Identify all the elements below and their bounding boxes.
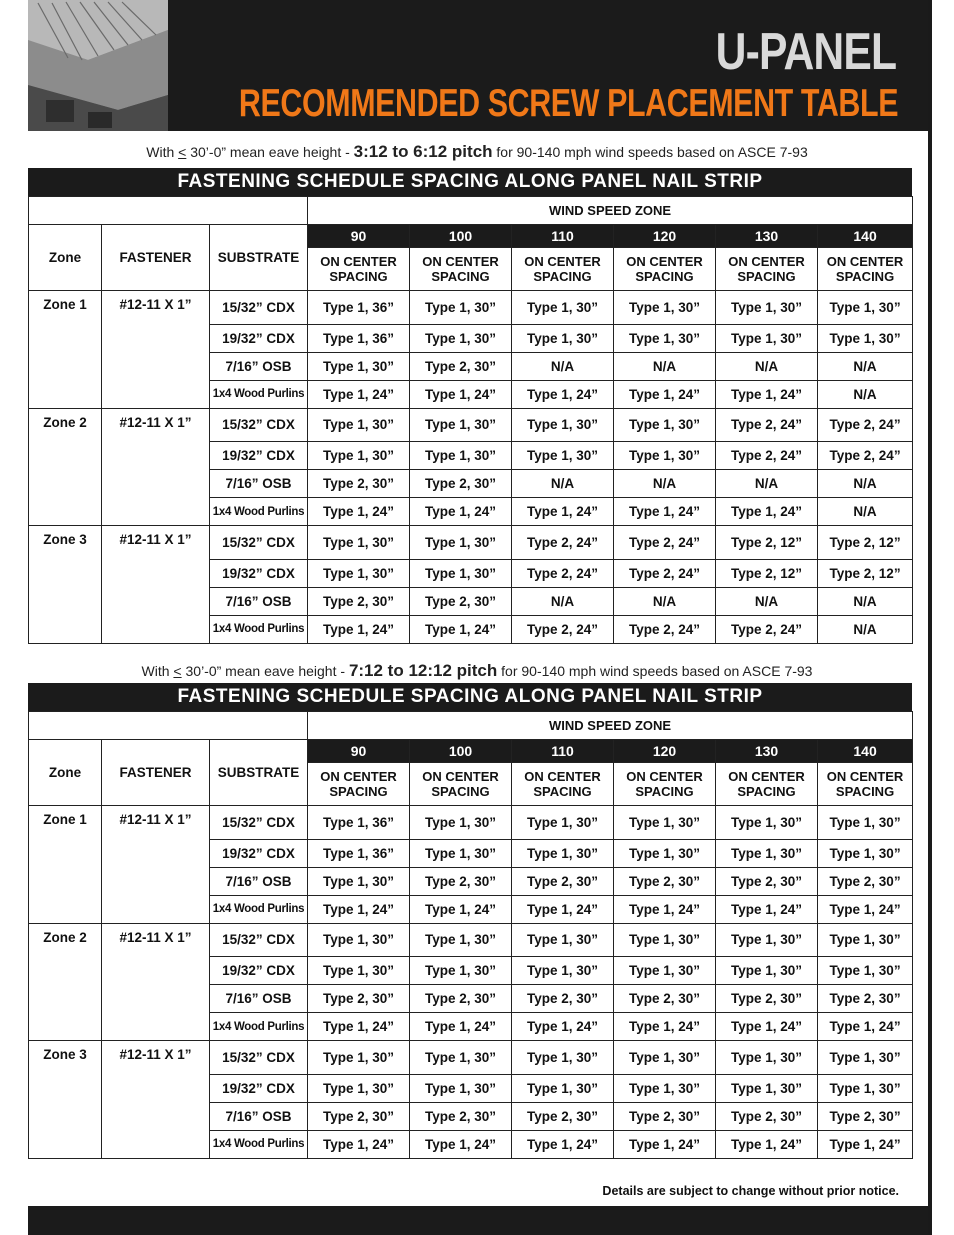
spacing-cell: Type 2, 30”	[716, 867, 818, 895]
spacing-cell: Type 2, 30”	[512, 985, 614, 1013]
spacing-cell: Type 2, 24”	[614, 615, 716, 643]
spacing-cell: Type 1, 30”	[818, 957, 913, 985]
zone-cell-empty	[29, 587, 102, 615]
fastener-cell-empty	[102, 957, 210, 985]
zone-cell-empty	[29, 615, 102, 643]
spacing-cell: Type 1, 30”	[614, 1074, 716, 1102]
spacing-cell: Type 1, 24”	[716, 1130, 818, 1158]
on-center-spacing-header: ON CENTER SPACING	[716, 248, 818, 291]
speed-header: 90	[308, 225, 410, 248]
fastener-cell-empty	[102, 442, 210, 470]
zone-cell-empty	[29, 352, 102, 380]
fastener-cell-empty	[102, 985, 210, 1013]
zone-label: Zone 3	[29, 1041, 102, 1075]
spacing-cell: Type 2, 30”	[614, 1102, 716, 1130]
table-row	[29, 442, 913, 470]
spacing-cell: Type 1, 30”	[512, 291, 614, 325]
zone-cell-empty	[29, 470, 102, 498]
fastener-header: FASTENER	[102, 225, 210, 291]
spacing-cell: Type 2, 24”	[614, 526, 716, 560]
fastener-cell-empty	[102, 615, 210, 643]
fastening-table-1	[28, 168, 912, 644]
substrate-cell: 7/16” OSB	[210, 1102, 308, 1130]
spacing-cell: Type 1, 36”	[308, 291, 410, 325]
spacing-cell: Type 1, 30”	[308, 442, 410, 470]
spacing-cell: N/A	[818, 587, 913, 615]
table-row	[29, 587, 913, 615]
spacing-cell: Type 1, 30”	[818, 923, 913, 957]
spacing-cell: Type 2, 30”	[716, 1102, 818, 1130]
spacing-cell: Type 1, 30”	[308, 1041, 410, 1075]
spacing-cell: Type 1, 24”	[410, 615, 512, 643]
zone-cell-empty	[29, 442, 102, 470]
spacing-cell: Type 1, 24”	[308, 380, 410, 408]
spacing-cell: Type 2, 30”	[308, 470, 410, 498]
spacing-cell: Type 2, 30”	[308, 1102, 410, 1130]
substrate-cell: 19/32” CDX	[210, 324, 308, 352]
roof-photo	[28, 0, 168, 131]
substrate-cell: 19/32” CDX	[210, 559, 308, 587]
substrate-cell: 1x4 Wood Purlins	[210, 498, 308, 526]
spacing-cell: Type 1, 24”	[716, 1013, 818, 1041]
spacing-cell: Type 1, 24”	[308, 1130, 410, 1158]
table-row	[29, 526, 913, 560]
spacing-cell: Type 2, 30”	[512, 867, 614, 895]
spacing-cell: Type 1, 30”	[614, 806, 716, 840]
on-center-spacing-header: ON CENTER SPACING	[410, 763, 512, 806]
spacing-cell: N/A	[818, 615, 913, 643]
spacing-cell: Type 2, 30”	[614, 985, 716, 1013]
spacing-cell: N/A	[512, 587, 614, 615]
spacing-cell: Type 1, 24”	[614, 1013, 716, 1041]
zone-cell-empty	[29, 839, 102, 867]
speed-header: 120	[614, 225, 716, 248]
fastener-cell-empty	[102, 839, 210, 867]
substrate-cell: 1x4 Wood Purlins	[210, 1130, 308, 1158]
fastener-cell-empty	[102, 895, 210, 923]
fastener-label: #12-11 X 1”	[102, 806, 210, 840]
fastener-cell-empty	[102, 498, 210, 526]
zone-label: Zone 1	[29, 291, 102, 325]
speed-header: 130	[716, 225, 818, 248]
wind-speed-zone-label: WIND SPEED ZONE	[308, 712, 913, 740]
zone-cell-empty	[29, 498, 102, 526]
spacing-cell: Type 2, 30”	[614, 867, 716, 895]
substrate-cell: 15/32” CDX	[210, 291, 308, 325]
zone-cell-empty	[29, 1130, 102, 1158]
spacing-cell: Type 1, 36”	[308, 839, 410, 867]
on-center-spacing-header: ON CENTER SPACING	[512, 248, 614, 291]
disclaimer-note: Details are subject to change without prior notice.	[602, 1184, 899, 1198]
fastening-table-2	[28, 683, 912, 1159]
spacing-cell: Type 2, 12”	[818, 559, 913, 587]
spacing-cell: Type 1, 24”	[308, 1013, 410, 1041]
spacing-cell: N/A	[818, 470, 913, 498]
spacing-cell: Type 2, 24”	[818, 408, 913, 442]
spacing-cell: Type 1, 30”	[308, 923, 410, 957]
table-row	[29, 615, 913, 643]
spacing-cell: Type 1, 30”	[716, 324, 818, 352]
spacing-cell: Type 1, 30”	[818, 324, 913, 352]
table-row	[29, 352, 913, 380]
spacing-cell: Type 1, 30”	[512, 442, 614, 470]
spacing-cell: Type 1, 30”	[818, 839, 913, 867]
spacing-cell: Type 1, 24”	[308, 895, 410, 923]
fastener-cell-empty	[102, 1130, 210, 1158]
spacing-cell: Type 1, 30”	[308, 408, 410, 442]
fastener-label: #12-11 X 1”	[102, 526, 210, 560]
spacing-cell: N/A	[512, 352, 614, 380]
zone-cell-empty	[29, 559, 102, 587]
spacing-cell: Type 1, 24”	[614, 380, 716, 408]
table-row	[29, 1074, 913, 1102]
spacing-cell: Type 1, 30”	[410, 559, 512, 587]
zone-label: Zone 3	[29, 526, 102, 560]
spacing-cell: Type 1, 24”	[410, 380, 512, 408]
speed-header: 140	[818, 225, 913, 248]
spacing-cell: Type 1, 24”	[512, 895, 614, 923]
fastener-cell-empty	[102, 1074, 210, 1102]
spacing-cell: Type 1, 24”	[614, 895, 716, 923]
spacing-cell: Type 1, 30”	[410, 408, 512, 442]
spacing-cell: N/A	[716, 587, 818, 615]
on-center-spacing-header: ON CENTER SPACING	[614, 763, 716, 806]
spacing-cell: N/A	[818, 498, 913, 526]
spacing-cell: Type 1, 30”	[716, 1041, 818, 1075]
spacing-cell: Type 2, 30”	[308, 985, 410, 1013]
table-row	[29, 895, 913, 923]
spacing-cell: Type 2, 30”	[308, 587, 410, 615]
spacing-cell: Type 1, 30”	[818, 1074, 913, 1102]
spacing-cell: Type 1, 30”	[308, 526, 410, 560]
zone-cell-empty	[29, 895, 102, 923]
spacing-cell: Type 1, 30”	[716, 923, 818, 957]
fastener-cell-empty	[102, 324, 210, 352]
substrate-cell: 15/32” CDX	[210, 923, 308, 957]
zone-cell-empty	[29, 324, 102, 352]
spacing-cell: Type 1, 30”	[308, 352, 410, 380]
on-center-spacing-header: ON CENTER SPACING	[716, 763, 818, 806]
fastener-header: FASTENER	[102, 740, 210, 806]
spacing-cell: Type 1, 30”	[818, 1041, 913, 1075]
speed-header: 140	[818, 740, 913, 763]
substrate-cell: 7/16” OSB	[210, 470, 308, 498]
spacing-cell: Type 1, 24”	[512, 1013, 614, 1041]
fastener-label: #12-11 X 1”	[102, 291, 210, 325]
speed-header: 100	[410, 740, 512, 763]
on-center-spacing-header: ON CENTER SPACING	[410, 248, 512, 291]
table-row	[29, 291, 913, 325]
spacing-cell: Type 2, 30”	[818, 985, 913, 1013]
on-center-spacing-header: ON CENTER SPACING	[818, 763, 913, 806]
spacing-cell: Type 1, 30”	[308, 957, 410, 985]
substrate-cell: 15/32” CDX	[210, 408, 308, 442]
spacing-cell: Type 1, 30”	[308, 559, 410, 587]
page-title: U-PANEL	[715, 23, 896, 81]
spacing-cell: Type 1, 24”	[512, 1130, 614, 1158]
spacing-cell: Type 1, 30”	[614, 957, 716, 985]
spacing-cell: Type 1, 30”	[410, 1041, 512, 1075]
substrate-cell: 7/16” OSB	[210, 587, 308, 615]
spacing-cell: Type 2, 30”	[410, 352, 512, 380]
fastener-cell-empty	[102, 470, 210, 498]
spacing-cell: Type 1, 24”	[716, 498, 818, 526]
spacing-cell: Type 2, 24”	[614, 559, 716, 587]
zone-cell-empty	[29, 985, 102, 1013]
spacing-cell: Type 1, 30”	[818, 806, 913, 840]
spacing-cell: Type 1, 30”	[410, 923, 512, 957]
table2-caption: With < 30’-0” mean eave height - 7:12 to 12:12 pitch for 90-140 mph wind speeds based on ASCE 7-93	[141, 661, 813, 680]
wind-speed-zone-label: WIND SPEED ZONE	[308, 197, 913, 225]
spacing-cell: Type 2, 24”	[716, 615, 818, 643]
substrate-cell: 19/32” CDX	[210, 1074, 308, 1102]
spacing-cell: Type 2, 24”	[512, 559, 614, 587]
spacing-cell: Type 1, 30”	[614, 923, 716, 957]
zone-label: Zone 2	[29, 923, 102, 957]
spacing-cell: Type 2, 30”	[410, 1102, 512, 1130]
spacing-cell: Type 1, 24”	[512, 498, 614, 526]
speed-header: 120	[614, 740, 716, 763]
spacing-cell: Type 1, 24”	[410, 498, 512, 526]
spacing-cell: Type 1, 30”	[614, 1041, 716, 1075]
spacing-cell: Type 1, 30”	[410, 442, 512, 470]
table-row	[29, 324, 913, 352]
spacing-cell: Type 2, 30”	[410, 470, 512, 498]
spacing-cell: N/A	[512, 470, 614, 498]
spacing-cell: Type 1, 24”	[818, 895, 913, 923]
spacing-cell: Type 1, 24”	[614, 1130, 716, 1158]
speed-header: 110	[512, 740, 614, 763]
on-center-spacing-header: ON CENTER SPACING	[308, 248, 410, 291]
spacing-cell: Type 1, 24”	[410, 1013, 512, 1041]
spacing-cell: Type 1, 30”	[410, 324, 512, 352]
table-row	[29, 1013, 913, 1041]
table-row	[29, 1130, 913, 1158]
table-row	[29, 839, 913, 867]
spacing-cell: Type 2, 30”	[818, 867, 913, 895]
spacing-cell: Type 2, 24”	[818, 442, 913, 470]
spacing-cell: Type 2, 24”	[512, 615, 614, 643]
spacing-cell: Type 1, 36”	[308, 806, 410, 840]
spacing-cell: Type 1, 30”	[410, 526, 512, 560]
table-row	[29, 408, 913, 442]
spacing-cell: Type 1, 24”	[410, 1130, 512, 1158]
zone-cell-empty	[29, 867, 102, 895]
spacing-cell: Type 2, 12”	[716, 559, 818, 587]
speed-header: 100	[410, 225, 512, 248]
spacing-cell: Type 1, 24”	[716, 380, 818, 408]
spacing-cell: Type 1, 30”	[716, 806, 818, 840]
spacing-cell: Type 1, 24”	[818, 1013, 913, 1041]
zone-header: Zone	[29, 740, 102, 806]
spacing-cell: Type 1, 30”	[512, 957, 614, 985]
spacing-cell: Type 1, 30”	[410, 1074, 512, 1102]
spacing-cell: Type 1, 30”	[410, 291, 512, 325]
fastener-cell-empty	[102, 559, 210, 587]
spacing-cell: Type 1, 30”	[716, 291, 818, 325]
fastener-cell-empty	[102, 1013, 210, 1041]
table-row	[29, 1102, 913, 1130]
spacing-cell: Type 2, 30”	[512, 1102, 614, 1130]
table-title: FASTENING SCHEDULE SPACING ALONG PANEL NAIL STRIP	[28, 168, 912, 196]
table-row	[29, 985, 913, 1013]
spacing-cell: Type 1, 24”	[512, 380, 614, 408]
substrate-cell: 1x4 Wood Purlins	[210, 895, 308, 923]
spacing-cell: Type 1, 30”	[410, 957, 512, 985]
on-center-spacing-header: ON CENTER SPACING	[818, 248, 913, 291]
substrate-cell: 19/32” CDX	[210, 839, 308, 867]
spacing-cell: N/A	[614, 352, 716, 380]
spacing-cell: N/A	[716, 352, 818, 380]
spacing-cell: Type 2, 30”	[410, 587, 512, 615]
zone-cell-empty	[29, 957, 102, 985]
spacing-cell: N/A	[614, 587, 716, 615]
spacing-cell: Type 1, 24”	[614, 498, 716, 526]
spacing-cell: Type 1, 30”	[716, 1074, 818, 1102]
header-blank	[29, 197, 308, 225]
spacing-cell: Type 2, 30”	[716, 985, 818, 1013]
speed-header: 110	[512, 225, 614, 248]
spacing-cell: Type 1, 24”	[410, 895, 512, 923]
spacing-cell: Type 1, 30”	[512, 1074, 614, 1102]
spacing-cell: N/A	[818, 380, 913, 408]
fastener-cell-empty	[102, 1102, 210, 1130]
zone-cell-empty	[29, 380, 102, 408]
spacing-cell: N/A	[614, 470, 716, 498]
schedule-table	[28, 196, 913, 644]
substrate-cell: 19/32” CDX	[210, 957, 308, 985]
spacing-cell: Type 2, 24”	[716, 442, 818, 470]
spacing-cell: Type 1, 24”	[716, 895, 818, 923]
fastener-label: #12-11 X 1”	[102, 923, 210, 957]
spacing-cell: Type 1, 24”	[308, 615, 410, 643]
zone-label: Zone 1	[29, 806, 102, 840]
spacing-cell: Type 1, 30”	[614, 291, 716, 325]
on-center-spacing-header: ON CENTER SPACING	[308, 763, 410, 806]
spacing-cell: Type 1, 24”	[818, 1130, 913, 1158]
spacing-cell: Type 1, 30”	[308, 1074, 410, 1102]
footer-bar	[28, 1206, 928, 1235]
spacing-cell: Type 1, 30”	[716, 957, 818, 985]
spacing-cell: Type 1, 30”	[512, 839, 614, 867]
substrate-header: SUBSTRATE	[210, 740, 308, 806]
spacing-cell: Type 1, 30”	[512, 923, 614, 957]
substrate-cell: 15/32” CDX	[210, 806, 308, 840]
table-title: FASTENING SCHEDULE SPACING ALONG PANEL NAIL STRIP	[28, 683, 912, 711]
table-row	[29, 470, 913, 498]
spacing-cell: Type 1, 30”	[614, 408, 716, 442]
table-row	[29, 1041, 913, 1075]
spacing-cell: Type 1, 30”	[512, 324, 614, 352]
spacing-cell: Type 1, 30”	[818, 291, 913, 325]
zone-cell-empty	[29, 1013, 102, 1041]
spacing-cell: Type 1, 30”	[512, 408, 614, 442]
substrate-cell: 7/16” OSB	[210, 867, 308, 895]
substrate-cell: 1x4 Wood Purlins	[210, 1013, 308, 1041]
substrate-cell: 15/32” CDX	[210, 1041, 308, 1075]
table-row	[29, 867, 913, 895]
table-row	[29, 957, 913, 985]
table-row	[29, 498, 913, 526]
table-row	[29, 380, 913, 408]
table-row	[29, 559, 913, 587]
fastener-label: #12-11 X 1”	[102, 408, 210, 442]
spacing-cell: Type 2, 12”	[716, 526, 818, 560]
fastener-cell-empty	[102, 587, 210, 615]
page-subtitle: RECOMMENDED SCREW PLACEMENT TABLE	[238, 82, 898, 125]
spacing-cell: Type 1, 30”	[512, 1041, 614, 1075]
speed-header: 90	[308, 740, 410, 763]
spacing-cell: N/A	[818, 352, 913, 380]
substrate-cell: 7/16” OSB	[210, 352, 308, 380]
substrate-cell: 7/16” OSB	[210, 985, 308, 1013]
spacing-cell: Type 1, 30”	[410, 806, 512, 840]
substrate-cell: 1x4 Wood Purlins	[210, 615, 308, 643]
spacing-cell: Type 1, 30”	[512, 806, 614, 840]
substrate-cell: 1x4 Wood Purlins	[210, 380, 308, 408]
fastener-cell-empty	[102, 380, 210, 408]
header-blank	[29, 712, 308, 740]
spacing-cell: Type 1, 24”	[308, 498, 410, 526]
spacing-cell: Type 1, 30”	[716, 839, 818, 867]
zone-cell-empty	[29, 1102, 102, 1130]
spacing-cell: Type 1, 30”	[410, 839, 512, 867]
substrate-header: SUBSTRATE	[210, 225, 308, 291]
on-center-spacing-header: ON CENTER SPACING	[512, 763, 614, 806]
substrate-cell: 15/32” CDX	[210, 526, 308, 560]
zone-header: Zone	[29, 225, 102, 291]
substrate-cell: 19/32” CDX	[210, 442, 308, 470]
spacing-cell: Type 1, 30”	[308, 867, 410, 895]
spacing-cell: Type 2, 30”	[410, 867, 512, 895]
spacing-cell: Type 1, 36”	[308, 324, 410, 352]
spacing-cell: N/A	[716, 470, 818, 498]
fastener-cell-empty	[102, 352, 210, 380]
table1-caption: With < 30’-0” mean eave height - 3:12 to 6:12 pitch for 90-140 mph wind speeds based on ASCE 7-93	[146, 142, 808, 161]
table-row	[29, 923, 913, 957]
right-edge-bar	[928, 0, 954, 1235]
table-row	[29, 806, 913, 840]
speed-header: 130	[716, 740, 818, 763]
on-center-spacing-header: ON CENTER SPACING	[614, 248, 716, 291]
spacing-cell: Type 2, 30”	[410, 985, 512, 1013]
page-header	[28, 0, 928, 131]
spacing-cell: Type 1, 30”	[614, 442, 716, 470]
fastener-cell-empty	[102, 867, 210, 895]
zone-cell-empty	[29, 1074, 102, 1102]
fastener-label: #12-11 X 1”	[102, 1041, 210, 1075]
spacing-cell: Type 2, 24”	[512, 526, 614, 560]
spacing-cell: Type 2, 12”	[818, 526, 913, 560]
spacing-cell: Type 2, 30”	[818, 1102, 913, 1130]
spacing-cell: Type 1, 30”	[614, 324, 716, 352]
schedule-table	[28, 711, 913, 1159]
spacing-cell: Type 2, 24”	[716, 408, 818, 442]
zone-label: Zone 2	[29, 408, 102, 442]
spacing-cell: Type 1, 30”	[614, 839, 716, 867]
